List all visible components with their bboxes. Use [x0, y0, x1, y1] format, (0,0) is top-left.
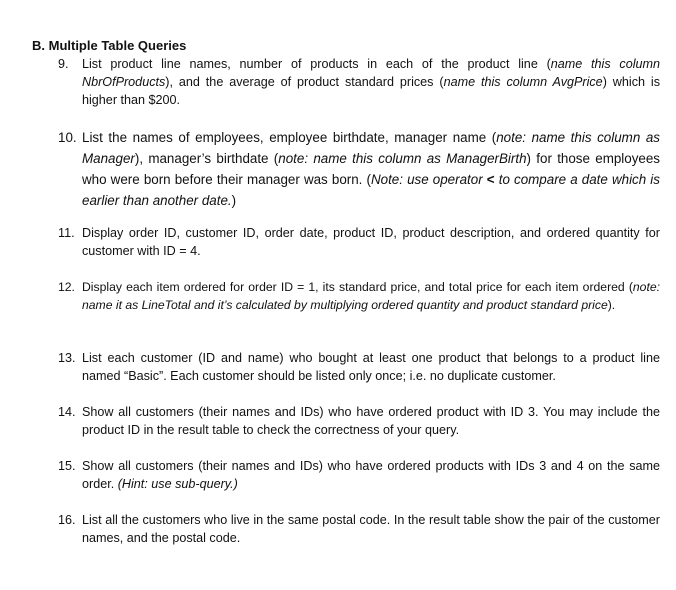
text-run: List all the customers who live in the same postal code. In the result table show the pair of the customer names, and the postal code. — [82, 513, 660, 545]
question-12 — [58, 278, 660, 314]
question-9 — [58, 55, 660, 109]
question-16 — [58, 511, 660, 547]
text-run: ), manager’s birthdate ( — [134, 151, 279, 166]
text-run-italic: note: name it as LineTotal and it’s calculated by multiplying ordered quantity and product standard price — [82, 280, 660, 312]
section-title: B. Multiple Table Queries — [32, 38, 187, 53]
question-10 — [58, 127, 660, 211]
question-number: 11. — [58, 226, 75, 240]
question-13 — [58, 349, 660, 385]
text-run-italic: to compare a date which is earlier than another date. — [82, 172, 660, 208]
text-run-italic: name this column AvgPrice — [443, 75, 603, 89]
text-run-italic: (Hint: use sub-query.) — [117, 477, 238, 491]
text-run: Display order ID, customer ID, order date, product ID, product description, and ordered quantity for customer with ID = 4. — [82, 226, 660, 258]
question-14 — [58, 403, 660, 439]
text-run: ), and the average of product standard prices ( — [165, 75, 444, 89]
text-run-italic: note: name this column as ManagerBirth — [278, 151, 527, 166]
text-run: ) for those employees who were born before their manager was born. ( — [82, 151, 661, 187]
text-run: Display each item ordered for order ID = 1, its standard price, and total price for each item ordered ( — [82, 280, 633, 294]
question-text — [82, 403, 660, 439]
question-number: 12. — [58, 280, 75, 294]
question-number: 10. — [58, 130, 77, 145]
question-text — [82, 457, 660, 493]
text-run: Show all customers (their names and IDs) who have ordered products with IDs 3 and 4 on the same order. — [82, 459, 660, 491]
text-run-italic: note: name this column as Manager — [82, 130, 660, 166]
text-run: List the names of employees, employee birthdate, manager name ( — [82, 130, 497, 145]
text-run: ) which is higher than $200. — [82, 75, 660, 107]
question-text — [82, 127, 660, 211]
text-run: < — [486, 172, 495, 187]
text-run-italic: name this column NbrOfProducts — [82, 57, 660, 89]
text-run: ) — [231, 193, 237, 208]
text-run: List each customer (ID and name) who bought at least one product that belongs to a product line named “Basic”. Each customer should be listed only once; i.e. no duplicate customer. — [82, 351, 660, 383]
question-text — [82, 349, 660, 385]
question-text — [82, 55, 660, 109]
text-run-italic: Note: use operator — [370, 172, 487, 187]
question-11 — [58, 224, 660, 260]
question-number: 9. — [58, 57, 69, 71]
question-text — [82, 278, 660, 314]
text-run: Show all customers (their names and IDs) who have ordered product with ID 3. You may include the product ID in the result table to check the correctness of your query. — [82, 405, 660, 437]
question-number: 15. — [58, 459, 76, 473]
question-number: 14. — [58, 405, 76, 419]
text-run: List product line names, number of products in each of the product line ( — [82, 57, 551, 71]
text-run: ). — [607, 298, 616, 312]
question-text — [82, 224, 660, 260]
question-number: 13. — [58, 351, 76, 365]
question-number: 16. — [58, 513, 76, 527]
question-15 — [58, 457, 660, 493]
question-text — [82, 511, 660, 547]
